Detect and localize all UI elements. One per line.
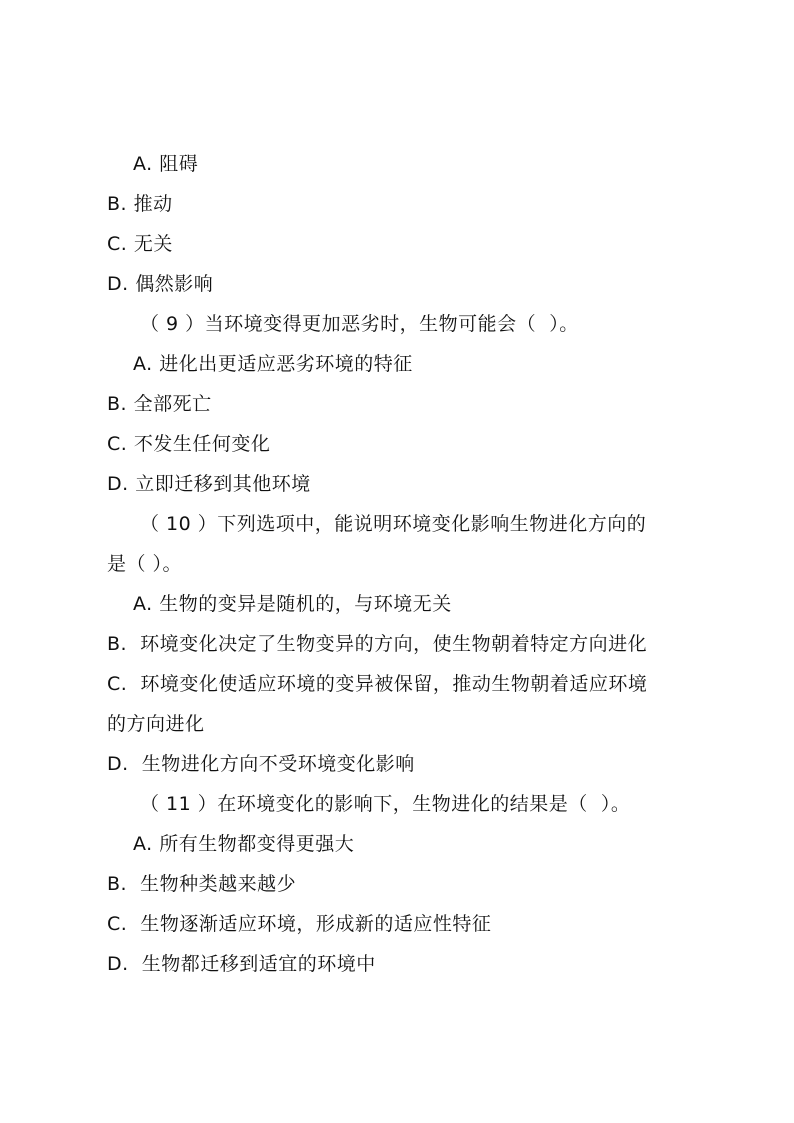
- q11-option-a: A. 所有生物都变得更强大: [133, 833, 355, 855]
- q9-option-a: A. 进化出更适应恶劣环境的特征: [133, 353, 413, 375]
- q10-option-d: D. 生物进化方向不受环境变化影响: [107, 753, 415, 775]
- q10-option-c-line1: C. 环境变化使适应环境的变异被保留，推动生物朝着适应环境: [107, 673, 648, 695]
- q10-option-c-line2: 的方向进化: [107, 713, 205, 735]
- q8-option-a: A. 阻碍: [133, 153, 199, 175]
- q11-option-d: D. 生物都迁移到适宜的环境中: [107, 953, 376, 975]
- q9-option-c: C. 不发生任何变化: [107, 433, 271, 455]
- q8-option-d: D. 偶然影响: [107, 273, 214, 295]
- q9-option-b: B. 全部死亡: [107, 393, 212, 415]
- q8-option-b: B. 推动: [107, 193, 173, 215]
- q11-option-b: B. 生物种类越来越少: [107, 873, 297, 895]
- q10-option-a: A. 生物的变异是随机的，与环境无关: [133, 593, 452, 615]
- q10-stem-line1: （ 10 ）下列选项中，能说明环境变化影响生物进化方向的: [140, 513, 647, 535]
- q8-option-c: C. 无关: [107, 233, 173, 255]
- q9-stem: （ 9 ）当环境变得更加恶劣时，生物可能会（ ）。: [140, 313, 579, 335]
- q11-stem: （ 11 ）在环境变化的影响下，生物进化的结果是（ ）。: [140, 793, 631, 815]
- q10-stem-line2: 是（ ）。: [107, 553, 183, 575]
- q9-option-d: D. 立即迁移到其他环境: [107, 473, 311, 495]
- q10-option-b: B. 环境变化决定了生物变异的方向，使生物朝着特定方向进化: [107, 633, 648, 655]
- q11-option-c: C. 生物逐渐适应环境，形成新的适应性特征: [107, 913, 492, 935]
